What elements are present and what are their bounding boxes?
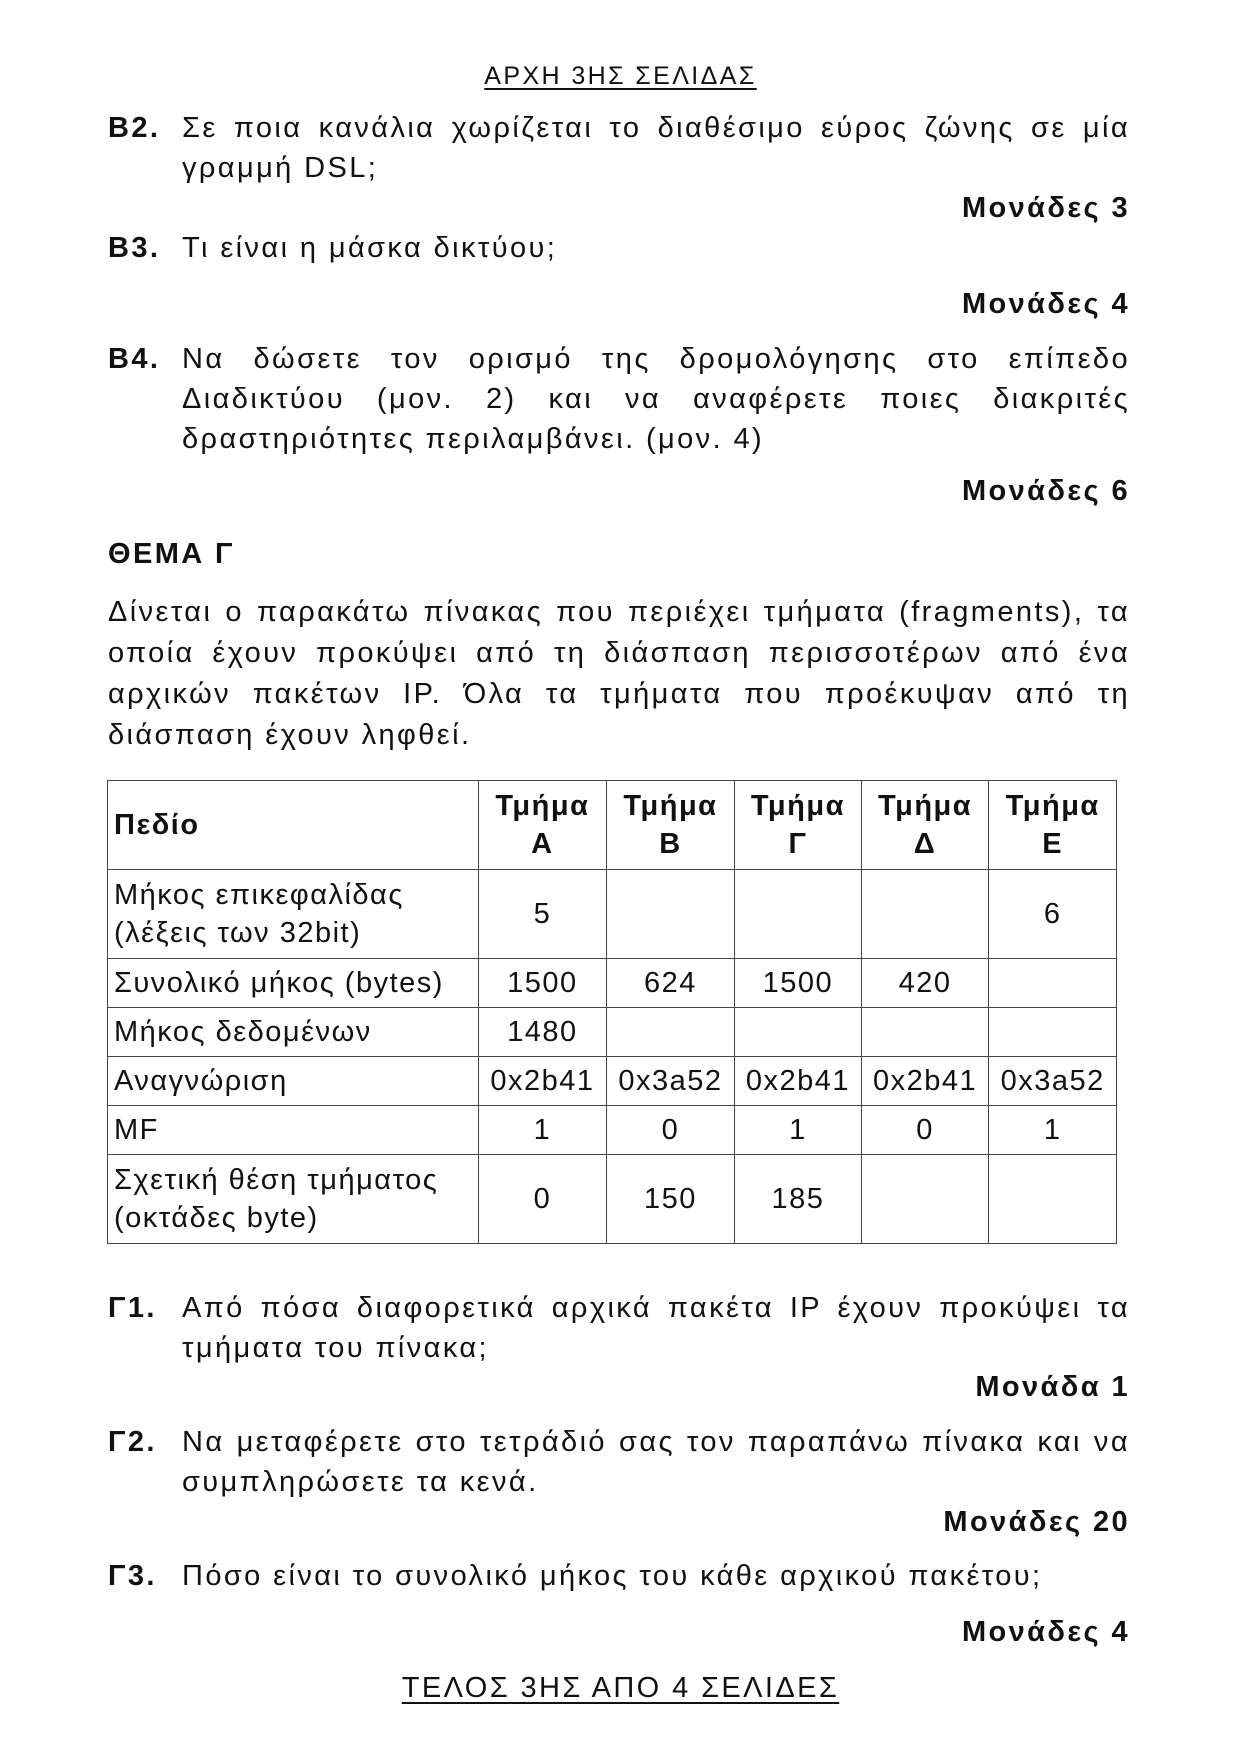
points-g2: Μονάδες 20 xyxy=(943,1506,1130,1538)
question-number: Β3. xyxy=(108,232,161,264)
table-header-cell: Πεδίο xyxy=(108,781,479,870)
table-cell xyxy=(606,1008,734,1057)
table-cell: 0x3a52 xyxy=(606,1057,734,1106)
table-row xyxy=(108,959,1117,1008)
question-g3 xyxy=(108,1556,1130,1596)
section-title: ΘΕΜΑ Γ xyxy=(108,538,235,570)
table-cell: 420 xyxy=(861,959,989,1008)
question-b2 xyxy=(108,108,1130,188)
table-cell: 1 xyxy=(735,1106,862,1155)
question-number: Γ1. xyxy=(108,1292,157,1324)
table-cell: 0 xyxy=(861,1106,989,1155)
table-row xyxy=(108,1155,1117,1244)
table-cell: 5 xyxy=(479,870,607,959)
table-cell xyxy=(861,1008,989,1057)
intro-paragraph: Δίνεται ο παρακάτω πίνακας που περιέχει τμήματα (fragments), τα οποία έχουν προκύψει από τη διάσπαση περισσοτέρων από ένα αρχικών πακέτων IP. Όλα τα τμήματα που προέκυψαν από τη διάσπαση έχουν ληφθεί. xyxy=(108,596,1130,751)
table-cell: 1480 xyxy=(479,1008,607,1057)
page-footer: ΤΕΛΟΣ 3ΗΣ ΑΠΟ 4 ΣΕΛΙΔΕΣ xyxy=(401,1672,840,1704)
question-number: Β4. xyxy=(108,343,161,375)
field-name-cell: MF xyxy=(108,1106,479,1155)
question-text: Πόσο είναι το συνολικό μήκος του κάθε αρχικού πακέτου; xyxy=(182,1560,1043,1592)
field-name-cell: Συνολικό μήκος (bytes) xyxy=(108,959,479,1008)
table-cell: 624 xyxy=(606,959,734,1008)
table-cell: 1500 xyxy=(479,959,607,1008)
table-header-cell: Τμήμα Ε xyxy=(989,781,1117,870)
question-text: Τι είναι η μάσκα δικτύου; xyxy=(182,232,558,264)
table-header-cell: Τμήμα Γ xyxy=(735,781,862,870)
table-cell: 0 xyxy=(606,1106,734,1155)
question-g1 xyxy=(108,1288,1130,1368)
question-b3 xyxy=(108,228,1130,268)
table-header-cell: Τμήμα Α xyxy=(479,781,607,870)
table-cell: 0x2b41 xyxy=(735,1057,862,1106)
table-cell xyxy=(735,1008,862,1057)
question-text: Σε ποια κανάλια χωρίζεται το διαθέσιμο εύρος ζώνης σε μία γραμμή DSL; xyxy=(182,112,1130,184)
table-cell: 1500 xyxy=(735,959,862,1008)
question-text: Να μεταφέρετε στο τετράδιό σας τον παραπάνω πίνακα και να συμπληρώσετε τα κενά. xyxy=(182,1426,1130,1498)
question-number: Γ3. xyxy=(108,1560,157,1592)
page-header: ΑΡΧΗ 3ΗΣ ΣΕΛΙΔΑΣ xyxy=(484,62,757,90)
question-number: Β2. xyxy=(108,112,161,144)
table-cell xyxy=(989,1155,1117,1244)
table-row xyxy=(108,1008,1117,1057)
table-row xyxy=(108,1106,1117,1155)
points-b2: Μονάδες 3 xyxy=(961,192,1130,224)
table-cell xyxy=(606,870,734,959)
table-cell xyxy=(735,870,862,959)
table-cell: 1 xyxy=(479,1106,607,1155)
table-cell xyxy=(989,959,1117,1008)
question-b4 xyxy=(108,339,1130,459)
table-row xyxy=(108,870,1117,959)
points-g1: Μονάδα 1 xyxy=(975,1371,1130,1403)
field-name-cell: Αναγνώριση xyxy=(108,1057,479,1106)
fragments-table xyxy=(107,780,1117,1244)
table-header-cell: Τμήμα Δ xyxy=(861,781,989,870)
question-text: Από πόσα διαφορετικά αρχικά πακέτα IP έχουν προκύψει τα τμήματα του πίνακα; xyxy=(182,1292,1130,1364)
table-cell: 0 xyxy=(479,1155,607,1244)
points-b4: Μονάδες 6 xyxy=(961,475,1130,507)
question-g2 xyxy=(108,1422,1130,1502)
table-cell: 185 xyxy=(735,1155,862,1244)
table-cell: 1 xyxy=(989,1106,1117,1155)
points-g3: Μονάδες 4 xyxy=(961,1616,1130,1648)
table-header-cell: Τμήμα Β xyxy=(606,781,734,870)
question-number: Γ2. xyxy=(108,1426,157,1458)
table-cell xyxy=(861,870,989,959)
table-cell: 0x2b41 xyxy=(861,1057,989,1106)
table-row xyxy=(108,1057,1117,1106)
points-b3: Μονάδες 4 xyxy=(961,288,1130,320)
field-name-cell: Μήκος δεδομένων xyxy=(108,1008,479,1057)
field-name-cell: Σχετική θέση τμήματος (οκτάδες byte) xyxy=(108,1155,479,1244)
field-name-cell: Μήκος επικεφαλίδας (λέξεις των 32bit) xyxy=(108,870,479,959)
question-text: Να δώσετε τον ορισμό της δρομολόγησης στο επίπεδο Διαδικτύου (μον. 2) και να αναφέρετε ποιες διακριτές δραστηριότητες περιλαμβάνει. (μον. 4) xyxy=(182,343,1130,455)
table-cell xyxy=(989,1008,1117,1057)
table-header-row xyxy=(108,781,1117,870)
table-cell: 6 xyxy=(989,870,1117,959)
table-cell xyxy=(861,1155,989,1244)
table-cell: 150 xyxy=(606,1155,734,1244)
table-cell: 0x3a52 xyxy=(989,1057,1117,1106)
table-cell: 0x2b41 xyxy=(479,1057,607,1106)
